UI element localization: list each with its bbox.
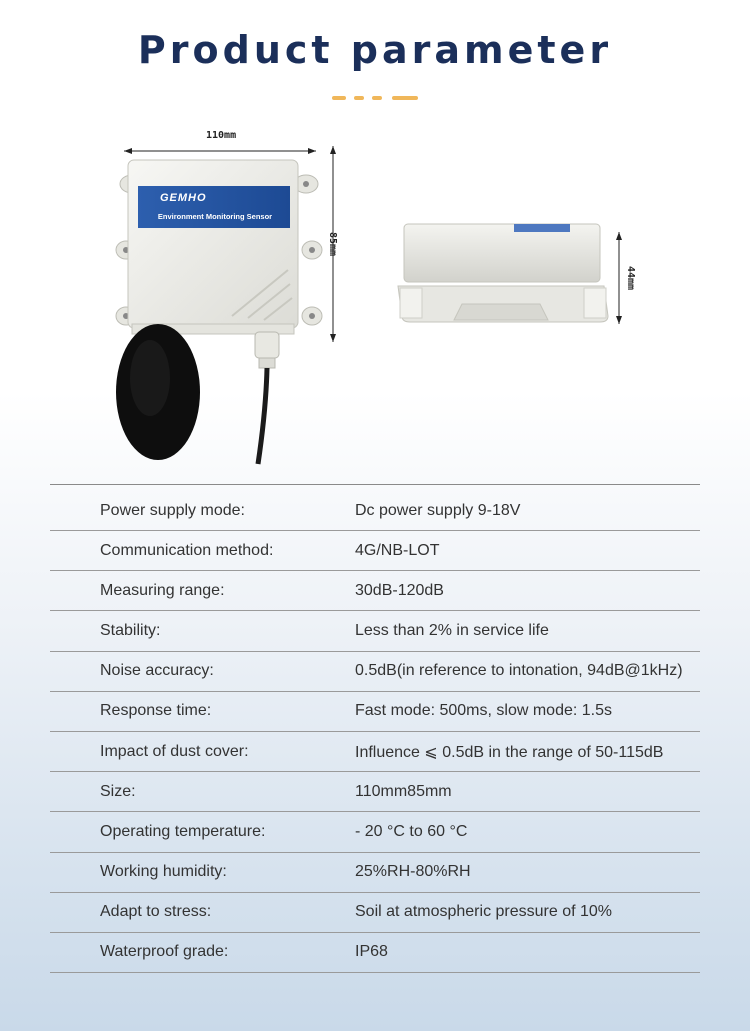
spec-key: Measuring range: [100, 581, 225, 599]
spec-value: Fast mode: 500ms, slow mode: 1.5s [355, 702, 612, 720]
spec-key: Impact of dust cover: [100, 742, 249, 760]
spec-row [50, 485, 700, 531]
spec-table [50, 484, 700, 973]
spec-row [50, 692, 700, 732]
spec-row [50, 853, 700, 893]
spec-value: Dc power supply 9-18V [355, 501, 521, 519]
spec-row [50, 652, 700, 692]
spec-value: Less than 2% in service life [355, 621, 549, 639]
product-illustration [0, 120, 750, 480]
spec-row [50, 772, 700, 812]
spec-row [50, 571, 700, 611]
spec-value: 0.5dB(in reference to intonation, 94dB@1kHz) [355, 662, 683, 680]
spec-key: Communication method: [100, 541, 274, 559]
spec-key: Adapt to stress: [100, 903, 212, 921]
spec-row [50, 812, 700, 852]
spec-key: Response time: [100, 702, 212, 720]
title-underline-dashes [0, 96, 750, 102]
height-dimension-label: 85mm [327, 232, 338, 257]
spec-value: 25%RH-80%RH [355, 863, 471, 881]
spec-key: Size: [100, 782, 136, 800]
spec-row [50, 893, 700, 933]
spec-row [50, 732, 700, 772]
depth-dimension-label: 44mm [625, 266, 636, 291]
product-photos [0, 120, 750, 480]
spec-value: - 20 °C to 60 °C [355, 822, 468, 840]
spec-key: Operating temperature: [100, 822, 266, 840]
spec-key: Waterproof grade: [100, 943, 229, 961]
spec-value: 30dB-120dB [355, 581, 444, 599]
spec-row [50, 933, 700, 973]
spec-value: Soil at atmospheric pressure of 10% [355, 903, 613, 921]
width-dimension-label: 110mm [206, 130, 237, 141]
spec-key: Stability: [100, 621, 161, 639]
page-title: Product parameter [137, 28, 613, 72]
spec-key: Working humidity: [100, 863, 227, 881]
spec-value: 4G/NB-LOT [355, 541, 440, 559]
spec-value: Influence ⩽ 0.5dB in the range of 50-115dB [355, 743, 664, 761]
device-label: Environment Monitoring Sensor [157, 212, 273, 221]
spec-row [50, 531, 700, 571]
device-brand: GEMHO [160, 192, 207, 204]
spec-row [50, 611, 700, 651]
spec-value: 110mm85mm [355, 782, 452, 800]
spec-value: IP68 [355, 943, 388, 961]
spec-key: Noise accuracy: [100, 662, 214, 680]
spec-key: Power supply mode: [100, 501, 245, 519]
